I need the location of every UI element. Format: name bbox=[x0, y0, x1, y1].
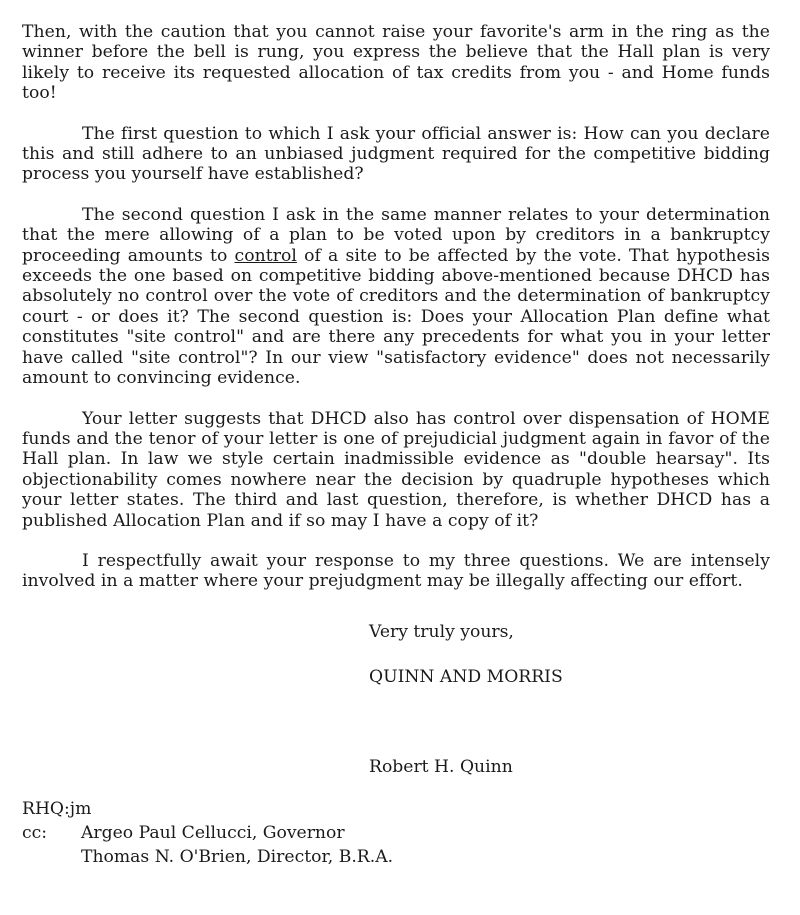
underlined-word-control: control bbox=[234, 245, 297, 266]
paragraph-3 bbox=[22, 205, 770, 389]
complimentary-close: Very truly yours, bbox=[369, 622, 514, 642]
reference-initials: RHQ:jm bbox=[22, 799, 92, 819]
cc-recipient-1: Argeo Paul Cellucci, Governor bbox=[81, 823, 345, 843]
paragraph-1: Then, with the caution that you cannot raise your favorite's arm in the ring as the winner before the bell is rung, you express the believe that the Hall plan is very likely to receive its requested allocation of tax credits from you - and Home funds too! bbox=[22, 22, 770, 104]
cc-label: cc: bbox=[22, 823, 48, 843]
cc-line-1 bbox=[22, 822, 345, 844]
paragraph-2: The first question to which I ask your official answer is: How can you declare this and still adhere to an unbiased judgment required for the competitive bidding process you yourself have established? bbox=[22, 123, 770, 185]
paragraph-3-text-after: of a site to be affected by the vote. That hypothesis exceeds the one based on competitive bidding above-mentioned because DHCD has absolutely no control over the vote of creditors and the determination of bankruptcy court - or does it? The second question is: Does your Allocation Plan define what constitutes "site control" and are there any precedents for what you in your letter have called "site control"? In our view "satisfactory evidence" does not necessarily amount to convincing evidence. bbox=[22, 245, 770, 389]
paragraph-4: Your letter suggests that DHCD also has control over dispensation of HOME funds and the tenor of your letter is one of prejudicial judgment again in favor of the Hall plan. In law we style certain inadmissible evidence as "double hearsay". Its objectionability comes nowhere near the decision by quadruple hypotheses which your letter states. The third and last question, therefore, is whether DHCD has a published Allocation Plan and if so may I have a copy of it? bbox=[22, 408, 770, 531]
paragraph-5: I respectfully await your response to my three questions. We are intensely involved in a matter where your prejudgment may be illegally affecting our effort. bbox=[22, 550, 770, 592]
paragraph-3-text-before: The second question I ask in the same manner relates to your determination that the mere allowing of a plan to be voted upon by creditors in a bankruptcy proceeding amounts to bbox=[22, 204, 770, 266]
signer-name: Robert H. Quinn bbox=[369, 757, 513, 777]
firm-name: QUINN AND MORRIS bbox=[369, 667, 563, 687]
cc-recipient-2: Thomas N. O'Brien, Director, B.R.A. bbox=[81, 847, 394, 867]
letter-body bbox=[22, 22, 770, 592]
